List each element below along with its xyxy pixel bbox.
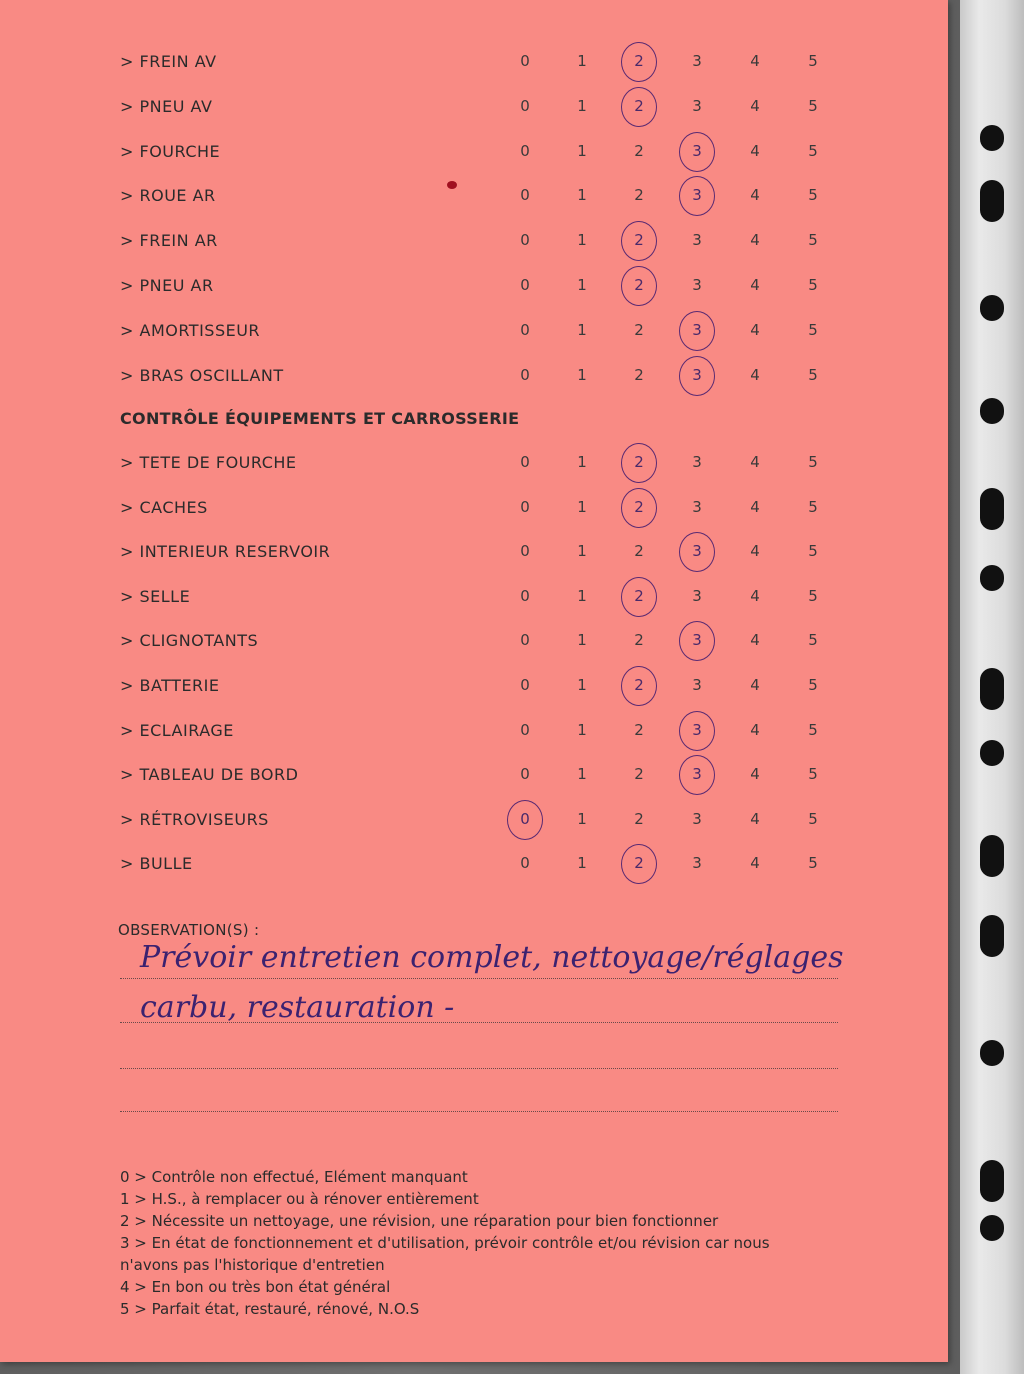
selected-score-circle — [621, 42, 657, 82]
score-0[interactable]: 0 — [520, 320, 530, 339]
score-2[interactable]: 2 — [634, 631, 644, 650]
score-5[interactable]: 5 — [808, 497, 818, 516]
score-4[interactable]: 4 — [750, 854, 760, 873]
score-5[interactable]: 5 — [808, 96, 818, 115]
row-label: > AMORTISSEUR — [120, 320, 261, 340]
checklist-row — [0, 87, 948, 127]
score-0[interactable]: 0 — [520, 542, 530, 561]
binder-hole — [980, 398, 1004, 424]
score-0[interactable]: 0 — [520, 453, 530, 471]
score-3[interactable]: 3 — [692, 765, 702, 784]
score-3[interactable]: 3 — [692, 453, 702, 471]
observations-title: OBSERVATION(S) : — [118, 921, 260, 939]
score-4[interactable]: 4 — [750, 720, 760, 739]
handwritten-observation-2: carbu, restauration - — [140, 990, 455, 1025]
score-2[interactable]: 2 — [634, 320, 644, 339]
row-label: > BULLE — [120, 854, 193, 874]
score-5[interactable]: 5 — [808, 631, 818, 650]
row-label: > SELLE — [120, 586, 191, 606]
score-0[interactable]: 0 — [520, 497, 530, 516]
score-3[interactable]: 3 — [692, 365, 702, 384]
score-1[interactable]: 1 — [577, 231, 587, 250]
checklist-row — [0, 488, 948, 528]
score-5[interactable]: 5 — [808, 320, 818, 339]
score-1[interactable]: 1 — [577, 631, 587, 650]
legend-line: 4 > En bon ou très bon état général — [120, 1278, 391, 1296]
binder-hole — [980, 668, 1004, 710]
score-3[interactable]: 3 — [692, 631, 702, 650]
checklist-row — [0, 532, 948, 572]
score-2[interactable]: 2 — [634, 676, 644, 694]
score-5[interactable]: 5 — [808, 453, 818, 471]
row-label: > RÉTROVISEURS — [120, 809, 269, 829]
score-2[interactable]: 2 — [634, 231, 644, 250]
observation-line-4 — [120, 1111, 838, 1112]
binder-hole — [980, 180, 1004, 222]
binder-hole — [980, 915, 1004, 957]
score-1[interactable]: 1 — [577, 141, 587, 160]
selected-score-circle — [621, 443, 657, 483]
score-4[interactable]: 4 — [750, 276, 760, 294]
row-label: > TETE DE FOURCHE — [120, 453, 297, 472]
score-4[interactable]: 4 — [750, 186, 760, 205]
row-label: > FOURCHE — [120, 141, 221, 161]
legend-line: 3 > En état de fonctionnement et d'utilisation, prévoir contrôle et/ou révision car nous — [120, 1234, 770, 1252]
binder-hole — [980, 488, 1004, 530]
score-2[interactable]: 2 — [634, 720, 644, 739]
score-0[interactable]: 0 — [520, 141, 530, 160]
row-label: > TABLEAU DE BORD — [120, 765, 299, 785]
checklist-row — [0, 711, 948, 751]
checklist-row — [0, 221, 948, 261]
score-5[interactable]: 5 — [808, 542, 818, 561]
binder-hole — [980, 835, 1004, 877]
score-3[interactable]: 3 — [692, 542, 702, 561]
score-2[interactable]: 2 — [634, 141, 644, 160]
score-0[interactable]: 0 — [520, 96, 530, 115]
score-4[interactable]: 4 — [750, 141, 760, 160]
score-4[interactable]: 4 — [750, 676, 760, 694]
section-title: CONTRÔLE ÉQUIPEMENTS ET CARROSSERIE — [120, 409, 520, 428]
score-1[interactable]: 1 — [577, 586, 587, 605]
score-3[interactable]: 3 — [692, 320, 702, 339]
score-2[interactable]: 2 — [634, 365, 644, 384]
checklist-row — [0, 132, 948, 172]
handwritten-observation-1: Prévoir entretien complet, nettoyage/réglages — [140, 940, 844, 975]
legend — [120, 1166, 770, 1320]
checklist-row — [0, 577, 948, 617]
score-1[interactable]: 1 — [577, 542, 587, 561]
binder-strip — [960, 0, 1024, 1374]
score-2[interactable]: 2 — [634, 453, 644, 471]
checklist-row — [0, 800, 948, 840]
binder-hole — [980, 1040, 1004, 1066]
selected-score-circle — [679, 311, 715, 351]
score-5[interactable]: 5 — [808, 52, 818, 70]
score-3[interactable]: 3 — [692, 52, 702, 70]
score-5[interactable]: 5 — [808, 676, 818, 694]
score-0[interactable]: 0 — [520, 186, 530, 205]
score-3[interactable]: 3 — [692, 720, 702, 739]
score-1[interactable]: 1 — [577, 320, 587, 339]
legend-line: 0 > Contrôle non effectué, Elément manquant — [120, 1168, 468, 1186]
score-1[interactable]: 1 — [577, 186, 587, 205]
selected-score-circle — [679, 532, 715, 572]
score-0[interactable]: 0 — [520, 586, 530, 605]
score-2[interactable]: 2 — [634, 52, 644, 70]
score-0[interactable]: 0 — [520, 854, 530, 873]
score-2[interactable]: 2 — [634, 96, 644, 115]
selected-score-circle — [507, 800, 543, 840]
row-label: > ECLAIRAGE — [120, 720, 234, 740]
legend-line: 2 > Nécessite un nettoyage, une révision, une réparation pour bien fonctionner — [120, 1212, 719, 1230]
selected-score-circle — [679, 176, 715, 216]
score-4[interactable]: 4 — [750, 809, 760, 828]
score-1[interactable]: 1 — [577, 453, 587, 471]
score-3[interactable]: 3 — [692, 497, 702, 516]
score-1[interactable]: 1 — [577, 676, 587, 694]
score-1[interactable]: 1 — [577, 52, 587, 70]
score-1[interactable]: 1 — [577, 497, 587, 516]
score-5[interactable]: 5 — [808, 854, 818, 873]
observation-line-3 — [120, 1068, 838, 1069]
legend-line: n'avons pas l'historique d'entretien — [120, 1256, 385, 1274]
selected-score-circle — [679, 356, 715, 396]
binder-hole — [980, 565, 1004, 591]
score-1[interactable]: 1 — [577, 809, 587, 828]
score-4[interactable]: 4 — [750, 96, 760, 115]
score-0[interactable]: 0 — [520, 765, 530, 784]
checklist-row — [0, 356, 948, 396]
score-4[interactable]: 4 — [750, 453, 760, 471]
score-3[interactable]: 3 — [692, 586, 702, 605]
legend-line: 1 > H.S., à remplacer ou à rénover entièrement — [120, 1190, 479, 1208]
score-5[interactable]: 5 — [808, 231, 818, 250]
row-label: > INTERIEUR RESERVOIR — [120, 542, 331, 562]
score-2[interactable]: 2 — [634, 854, 644, 873]
score-5[interactable]: 5 — [808, 186, 818, 205]
selected-score-circle — [679, 132, 715, 172]
selected-score-circle — [621, 221, 657, 261]
score-4[interactable]: 4 — [750, 497, 760, 516]
score-0[interactable]: 0 — [520, 809, 530, 828]
score-3[interactable]: 3 — [692, 231, 702, 250]
score-4[interactable]: 4 — [750, 365, 760, 384]
legend-line: 5 > Parfait état, restauré, rénové, N.O.S — [120, 1300, 420, 1318]
score-2[interactable]: 2 — [634, 497, 644, 516]
row-label: > CACHES — [120, 497, 208, 517]
score-5[interactable]: 5 — [808, 276, 818, 294]
score-4[interactable]: 4 — [750, 542, 760, 561]
selected-score-circle — [621, 488, 657, 528]
checklist-row — [0, 666, 948, 706]
checklist-row — [0, 443, 948, 483]
score-1[interactable]: 1 — [577, 765, 587, 784]
score-0[interactable]: 0 — [520, 365, 530, 384]
score-1[interactable]: 1 — [577, 96, 587, 115]
score-3[interactable]: 3 — [692, 96, 702, 115]
score-4[interactable]: 4 — [750, 586, 760, 605]
observation-line-1 — [120, 978, 838, 979]
score-3[interactable]: 3 — [692, 276, 702, 294]
checklist-row — [0, 266, 948, 306]
binder-hole — [980, 740, 1004, 766]
checklist-row — [0, 621, 948, 661]
score-3[interactable]: 3 — [692, 676, 702, 694]
score-2[interactable]: 2 — [634, 765, 644, 784]
score-4[interactable]: 4 — [750, 52, 760, 70]
score-0[interactable]: 0 — [520, 276, 530, 294]
selected-score-circle — [621, 266, 657, 306]
score-5[interactable]: 5 — [808, 809, 818, 828]
checklist-row — [0, 755, 948, 795]
score-5[interactable]: 5 — [808, 586, 818, 605]
row-label: > ROUE AR — [120, 186, 216, 206]
score-2[interactable]: 2 — [634, 809, 644, 828]
binder-hole — [980, 1215, 1004, 1241]
checklist-row — [0, 311, 948, 351]
score-3[interactable]: 3 — [692, 186, 702, 205]
row-label: > PNEU AR — [120, 276, 214, 295]
selected-score-circle — [679, 621, 715, 661]
score-2[interactable]: 2 — [634, 186, 644, 205]
selected-score-circle — [621, 666, 657, 706]
checklist-row — [0, 176, 948, 216]
score-5[interactable]: 5 — [808, 720, 818, 739]
checklist-row — [0, 42, 948, 82]
score-4[interactable]: 4 — [750, 765, 760, 784]
score-2[interactable]: 2 — [634, 276, 644, 294]
row-label: > CLIGNOTANTS — [120, 631, 259, 651]
score-1[interactable]: 1 — [577, 854, 587, 873]
score-0[interactable]: 0 — [520, 631, 530, 650]
score-3[interactable]: 3 — [692, 854, 702, 873]
score-0[interactable]: 0 — [520, 676, 530, 694]
score-4[interactable]: 4 — [750, 231, 760, 250]
score-5[interactable]: 5 — [808, 141, 818, 160]
selected-score-circle — [679, 711, 715, 751]
score-1[interactable]: 1 — [577, 365, 587, 384]
row-label: > BRAS OSCILLANT — [120, 365, 284, 385]
selected-score-circle — [621, 844, 657, 884]
binder-hole — [980, 1160, 1004, 1202]
score-5[interactable]: 5 — [808, 365, 818, 384]
selected-score-circle — [679, 755, 715, 795]
score-0[interactable]: 0 — [520, 720, 530, 739]
row-label: > FREIN AR — [120, 231, 218, 251]
row-label: > FREIN AV — [120, 52, 217, 71]
score-2[interactable]: 2 — [634, 586, 644, 605]
row-label: > PNEU AV — [120, 96, 213, 116]
binder-hole — [980, 295, 1004, 321]
row-label: > BATTERIE — [120, 676, 220, 695]
score-4[interactable]: 4 — [750, 631, 760, 650]
score-1[interactable]: 1 — [577, 276, 587, 294]
score-1[interactable]: 1 — [577, 720, 587, 739]
score-4[interactable]: 4 — [750, 320, 760, 339]
score-2[interactable]: 2 — [634, 542, 644, 561]
binder-hole — [980, 125, 1004, 151]
score-3[interactable]: 3 — [692, 809, 702, 828]
score-3[interactable]: 3 — [692, 141, 702, 160]
score-5[interactable]: 5 — [808, 765, 818, 784]
score-0[interactable]: 0 — [520, 52, 530, 70]
selected-score-circle — [621, 577, 657, 617]
selected-score-circle — [621, 87, 657, 127]
score-0[interactable]: 0 — [520, 231, 530, 250]
checklist-row — [0, 844, 948, 884]
